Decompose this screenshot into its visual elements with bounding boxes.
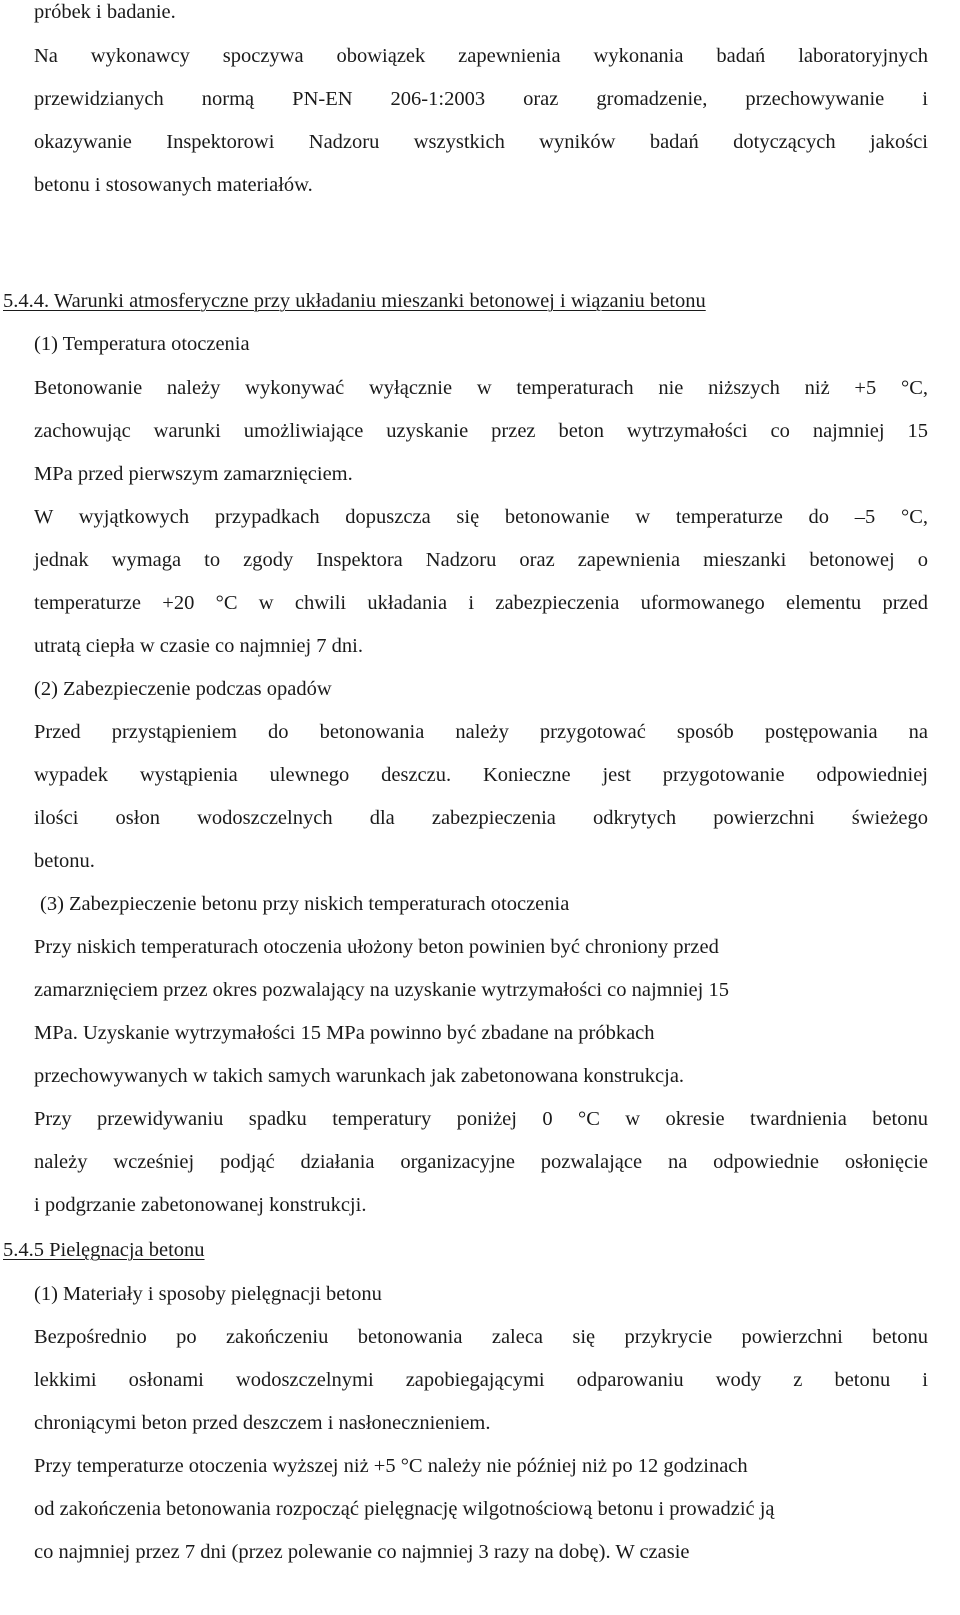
text-line: Przy niskich temperaturach otoczenia ułożony beton powinien być chroniony przed xyxy=(34,936,719,958)
text-line: Przy przewidywaniu spadku temperatury poniżej 0 °C w okresie twardnienia betonu xyxy=(34,1108,928,1130)
text-line: Bezpośrednio po zakończeniu betonowania zaleca się przykrycie powierzchni betonu xyxy=(34,1326,928,1348)
text-line: ilości osłon wodoszczelnych dla zabezpieczenia odkrytych powierzchni świeżego xyxy=(34,807,928,829)
text-line: betonu i stosowanych materiałów. xyxy=(34,174,313,196)
text-line: Przed przystąpieniem do betonowania należy przygotować sposób postępowania na xyxy=(34,721,928,743)
section-heading-5-4-5: 5.4.5 Pielęgnacja betonu xyxy=(3,1239,205,1261)
text-line: okazywanie Inspektorowi Nadzoru wszystkich wyników badań dotyczących jakości xyxy=(34,131,928,153)
text-line: W wyjątkowych przypadkach dopuszcza się betonowanie w temperaturze do –5 °C, xyxy=(34,506,928,528)
text-line: lekkimi osłonami wodoszczelnymi zapobiegającymi odparowaniu wody z betonu i xyxy=(34,1369,928,1391)
text-line: utratą ciepła w czasie co najmniej 7 dni. xyxy=(34,635,364,657)
text-line: temperaturze +20 °C w chwili układania i zabezpieczenia uformowanego elementu przed xyxy=(34,592,928,614)
text-line: jednak wymaga to zgody Inspektora Nadzoru oraz zapewnienia mieszanki betonowej o xyxy=(34,549,928,571)
text-line: próbek i badanie. xyxy=(34,1,176,23)
text-line: MPa przed pierwszym zamarznięciem. xyxy=(34,463,353,485)
text-line: wypadek wystąpienia ulewnego deszczu. Konieczne jest przygotowanie odpowiedniej xyxy=(34,764,928,786)
text-line: MPa. Uzyskanie wytrzymałości 15 MPa powinno być zbadane na próbkach xyxy=(34,1022,655,1044)
subheading-1: (1) Temperatura otoczenia xyxy=(34,333,250,355)
text-line: należy wcześniej podjąć działania organizacyjne pozwalające na odpowiednie osłonięcie xyxy=(34,1151,928,1173)
subheading-3: (3) Zabezpieczenie betonu przy niskich temperaturach otoczenia xyxy=(40,893,570,915)
text-line: przechowywanych w takich samych warunkach jak zabetonowana konstrukcja. xyxy=(34,1065,685,1087)
text-line: przewidzianych normą PN-EN 206-1:2003 oraz gromadzenie, przechowywanie i xyxy=(34,88,928,110)
text-line: zamarznięciem przez okres pozwalający na uzyskanie wytrzymałości co najmniej 15 xyxy=(34,979,729,1001)
subheading-materials: (1) Materiały i sposoby pielęgnacji betonu xyxy=(34,1283,382,1305)
text-line: co najmniej przez 7 dni (przez polewanie co najmniej 3 razy na dobę). W czasie xyxy=(34,1541,690,1563)
section-heading-5-4-4: 5.4.4. Warunki atmosferyczne przy układaniu mieszanki betonowej i wiązaniu betonu xyxy=(3,290,706,312)
text-line: Betonowanie należy wykonywać wyłącznie w temperaturach nie niższych niż +5 °C, xyxy=(34,377,928,399)
text-line: Na wykonawcy spoczywa obowiązek zapewnienia wykonania badań laboratoryjnych xyxy=(34,45,928,67)
text-line: Przy temperaturze otoczenia wyższej niż +5 °C należy nie później niż po 12 godzinach xyxy=(34,1455,748,1477)
text-line: betonu. xyxy=(34,850,95,872)
text-line: chroniącymi beton przed deszczem i nasłonecznieniem. xyxy=(34,1412,491,1434)
text-line: i podgrzanie zabetonowanej konstrukcji. xyxy=(34,1194,367,1216)
text-line: zachowując warunki umożliwiające uzyskanie przez beton wytrzymałości co najmniej 15 xyxy=(34,420,928,442)
text-line: od zakończenia betonowania rozpocząć pielęgnację wilgotnościową betonu i prowadzić ją xyxy=(34,1498,775,1520)
subheading-2: (2) Zabezpieczenie podczas opadów xyxy=(34,678,332,700)
